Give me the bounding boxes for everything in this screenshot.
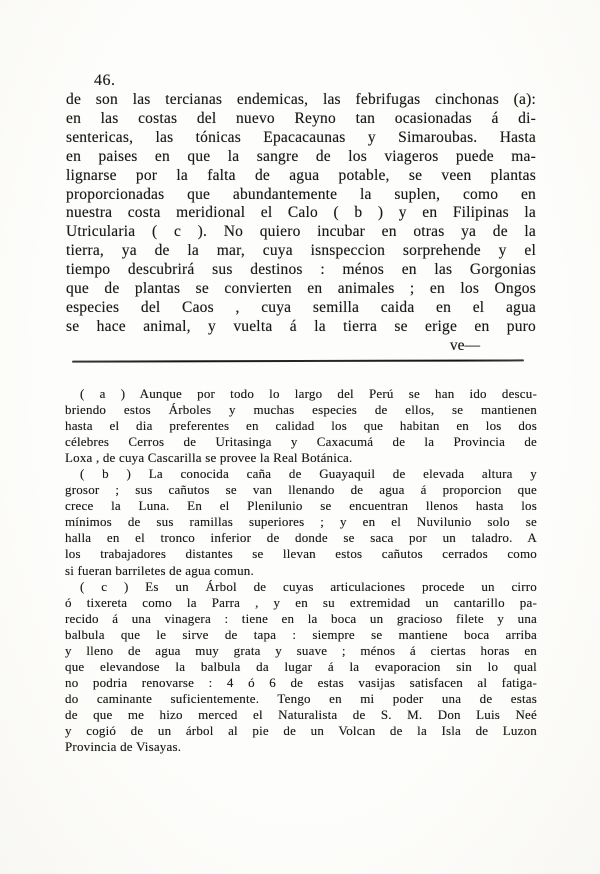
text-line: en las costas del nuevo Reyno tan ocasionadas á di- — [66, 109, 536, 127]
text-line: de que me hizo merced el Naturalista de S. M. Don Luis Neé — [65, 706, 537, 722]
text-line: Utricularia ( c ). No quiero incubar en otras ya de la — [66, 223, 536, 241]
text-line: sentericas, las tónicas Epacacaunas y Simaroubas. Hasta — [66, 128, 536, 146]
text-line: Loxa , de cuya Cascarilla se provee la Real Botánica. — [65, 450, 353, 466]
text-line: Provincia de Visayas. — [65, 739, 182, 755]
footnote-c — [65, 579, 537, 756]
text-line: recido á una vinagera : tiene en la boca un gracioso filete y una — [65, 610, 537, 626]
text-line: tierra, ya de la mar, cuya isnspeccion sorprehende y el — [66, 242, 536, 260]
text-line: en paises en que la sangre de los viageros puede ma- — [66, 147, 536, 165]
text-line: de son las tercianas endemicas, las febrifugas cinchonas (a): — [66, 91, 536, 108]
text-line: mínimos de sus ramillas superiores ; y en el Nuvilunio solo se — [65, 514, 537, 530]
text-line: hasta el dia preferentes en calidad los que habitan en los dos — [65, 418, 537, 434]
text-line: célebres Cerros de Uritasinga y Caxacumá de la Provincia de — [65, 434, 537, 450]
text-line: ( b ) La conocida caña de Guayaquil de elevada altura y — [80, 466, 537, 482]
text-line: halla en el tronco inferior de donde se saca por un taladro. A — [65, 530, 537, 546]
text-line: ( a ) Aunque por todo lo largo del Perú se han ido descu- — [80, 386, 537, 401]
text-line: nuestra costa meridional el Calo ( b ) y en Filipinas la — [66, 204, 536, 222]
text-line: ó tixereta como la Parra , y en su extremidad un cantarillo pa- — [65, 594, 537, 610]
text-line: se hace animal, y vuelta á la tierra se erige en puro — [66, 317, 536, 335]
text-line: balbula que le sirve de tapa : siempre se mantiene boca arriba — [65, 626, 537, 642]
text-line: los trabajadores distantes se llevan estos cañutos cerrados como — [65, 546, 537, 562]
text-line: proporcionadas que abundantemente la suplen, como en — [66, 185, 536, 203]
text-line: tiempo descubrirá sus destinos : ménos en las Gorgonias — [66, 261, 536, 279]
text-line: grosor ; sus cañutos se van llenando de agua á proporcion que — [65, 482, 537, 498]
text-line: si fueran barriletes de agua comun. — [65, 562, 254, 578]
text-line: especies del Caos , cuya semilla caida en el agua — [66, 298, 536, 316]
footnotes-block — [65, 386, 537, 755]
text-line: que elevandose la balbula da lugar á la evaporacion sin lo qual — [65, 658, 537, 674]
footnote-a — [65, 386, 537, 466]
page-number: 46. — [94, 72, 116, 89]
text-line: ( c ) Es un Árbol de cuyas articulaciones procede un cirro — [80, 578, 537, 594]
text-line: y lleno de agua muy grata y suave ; ménos á ciertas horas en — [65, 642, 537, 658]
main-paragraph — [66, 91, 536, 337]
text-line: y cogió de un árbol al pie de un Volcan de la Isla de Luzon — [65, 722, 537, 738]
text-line: que de plantas se convierten en animales ; en los Ongos — [66, 280, 536, 298]
text-line: crece la Luna. En el Plenilunio se encuentran llenos hasta los — [65, 498, 537, 514]
catchword: ve— — [449, 337, 480, 354]
text-line: no podria renovarse : 4 ó 6 de estas vasijas satisfacen al fatiga- — [65, 674, 537, 690]
footnote-b — [65, 466, 537, 578]
footnote-separator — [72, 359, 524, 362]
text-line: briendo estos Árboles y muchas especies de ellos, se mantienen — [65, 402, 537, 418]
text-line: lignarse por la falta de agua potable, se veen plantas — [66, 166, 536, 184]
text-line: do caminante suficientemente. Tengo en mi poder una de estas — [65, 690, 537, 706]
